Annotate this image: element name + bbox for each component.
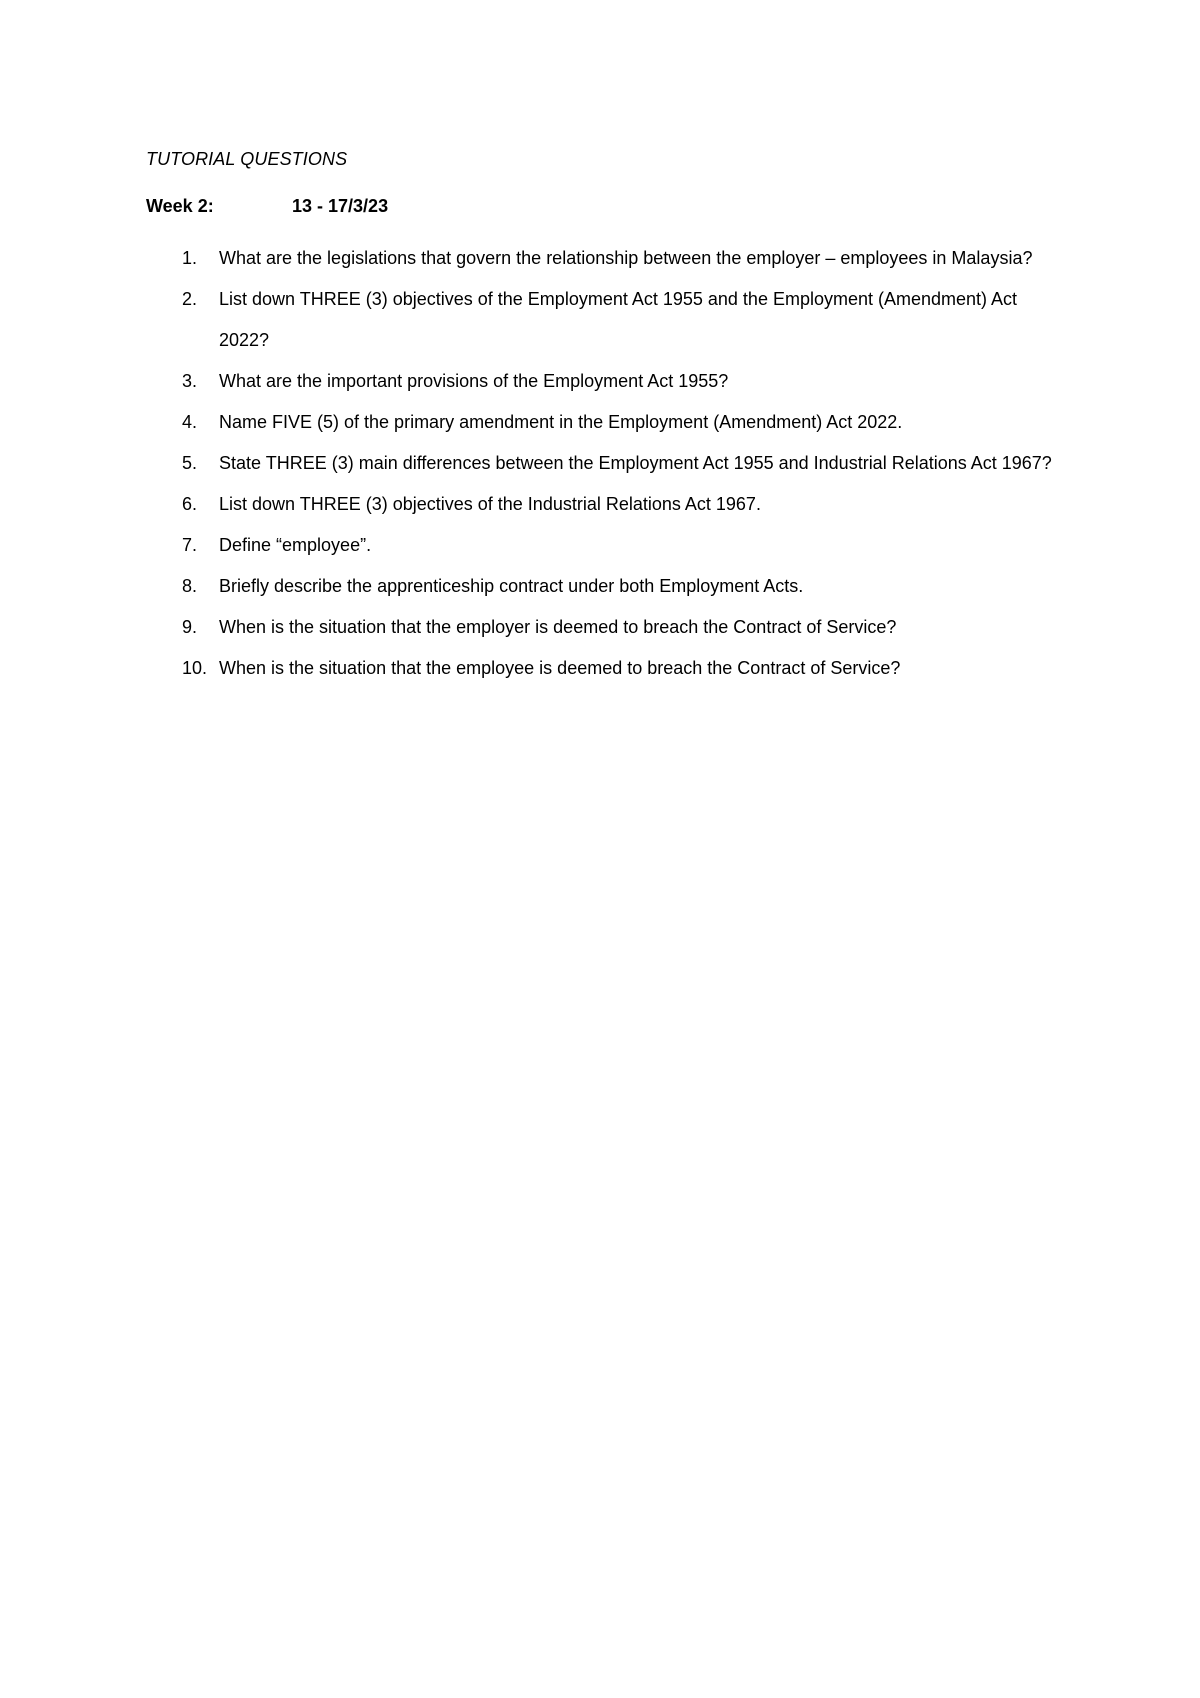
question-item (146, 648, 1066, 689)
question-number: 7. (182, 535, 198, 555)
question-number: 10. (182, 658, 208, 678)
question-item (146, 566, 1066, 607)
question-text: List down THREE (3) objectives of the Industrial Relations Act 1967. (219, 494, 761, 514)
question-text: Name FIVE (5) of the primary amendment in the Employment (Amendment) Act 2022. (219, 412, 903, 432)
question-number: 4. (182, 412, 198, 432)
week-dates: 13 - 17/3/23 (292, 196, 389, 216)
question-item (146, 607, 1066, 648)
question-number: 1. (182, 248, 198, 268)
question-text: What are the legislations that govern the relationship between the employer – employees in Malaysia? (219, 248, 1033, 268)
question-item (146, 443, 1066, 484)
question-item (146, 361, 1066, 402)
question-number: 3. (182, 371, 198, 391)
question-number: 6. (182, 494, 198, 514)
question-list (146, 238, 1066, 689)
question-text: What are the important provisions of the Employment Act 1955? (219, 371, 729, 391)
question-number: 8. (182, 576, 198, 596)
question-text: When is the situation that the employee is deemed to breach the Contract of Service? (219, 658, 901, 678)
question-item (146, 484, 1066, 525)
question-text: When is the situation that the employer is deemed to breach the Contract of Service? (219, 617, 897, 637)
question-number: 5. (182, 453, 198, 473)
question-item (146, 238, 1066, 279)
question-item (146, 402, 1066, 443)
week-label: Week 2: (146, 196, 214, 216)
page-title: TUTORIAL QUESTIONS (146, 149, 348, 169)
question-item (146, 279, 1066, 361)
question-text: Briefly describe the apprenticeship contract under both Employment Acts. (219, 576, 804, 596)
question-text: List down THREE (3) objectives of the Employment Act 1955 and the Employment (Amendment) Act 2022? (219, 289, 1018, 350)
question-item (146, 525, 1066, 566)
question-text: Define “employee”. (219, 535, 372, 555)
week-row (146, 195, 388, 217)
question-number: 2. (182, 289, 198, 309)
question-number: 9. (182, 617, 198, 637)
question-text: State THREE (3) main differences between the Employment Act 1955 and Industrial Relations Act 1967? (219, 453, 1052, 473)
